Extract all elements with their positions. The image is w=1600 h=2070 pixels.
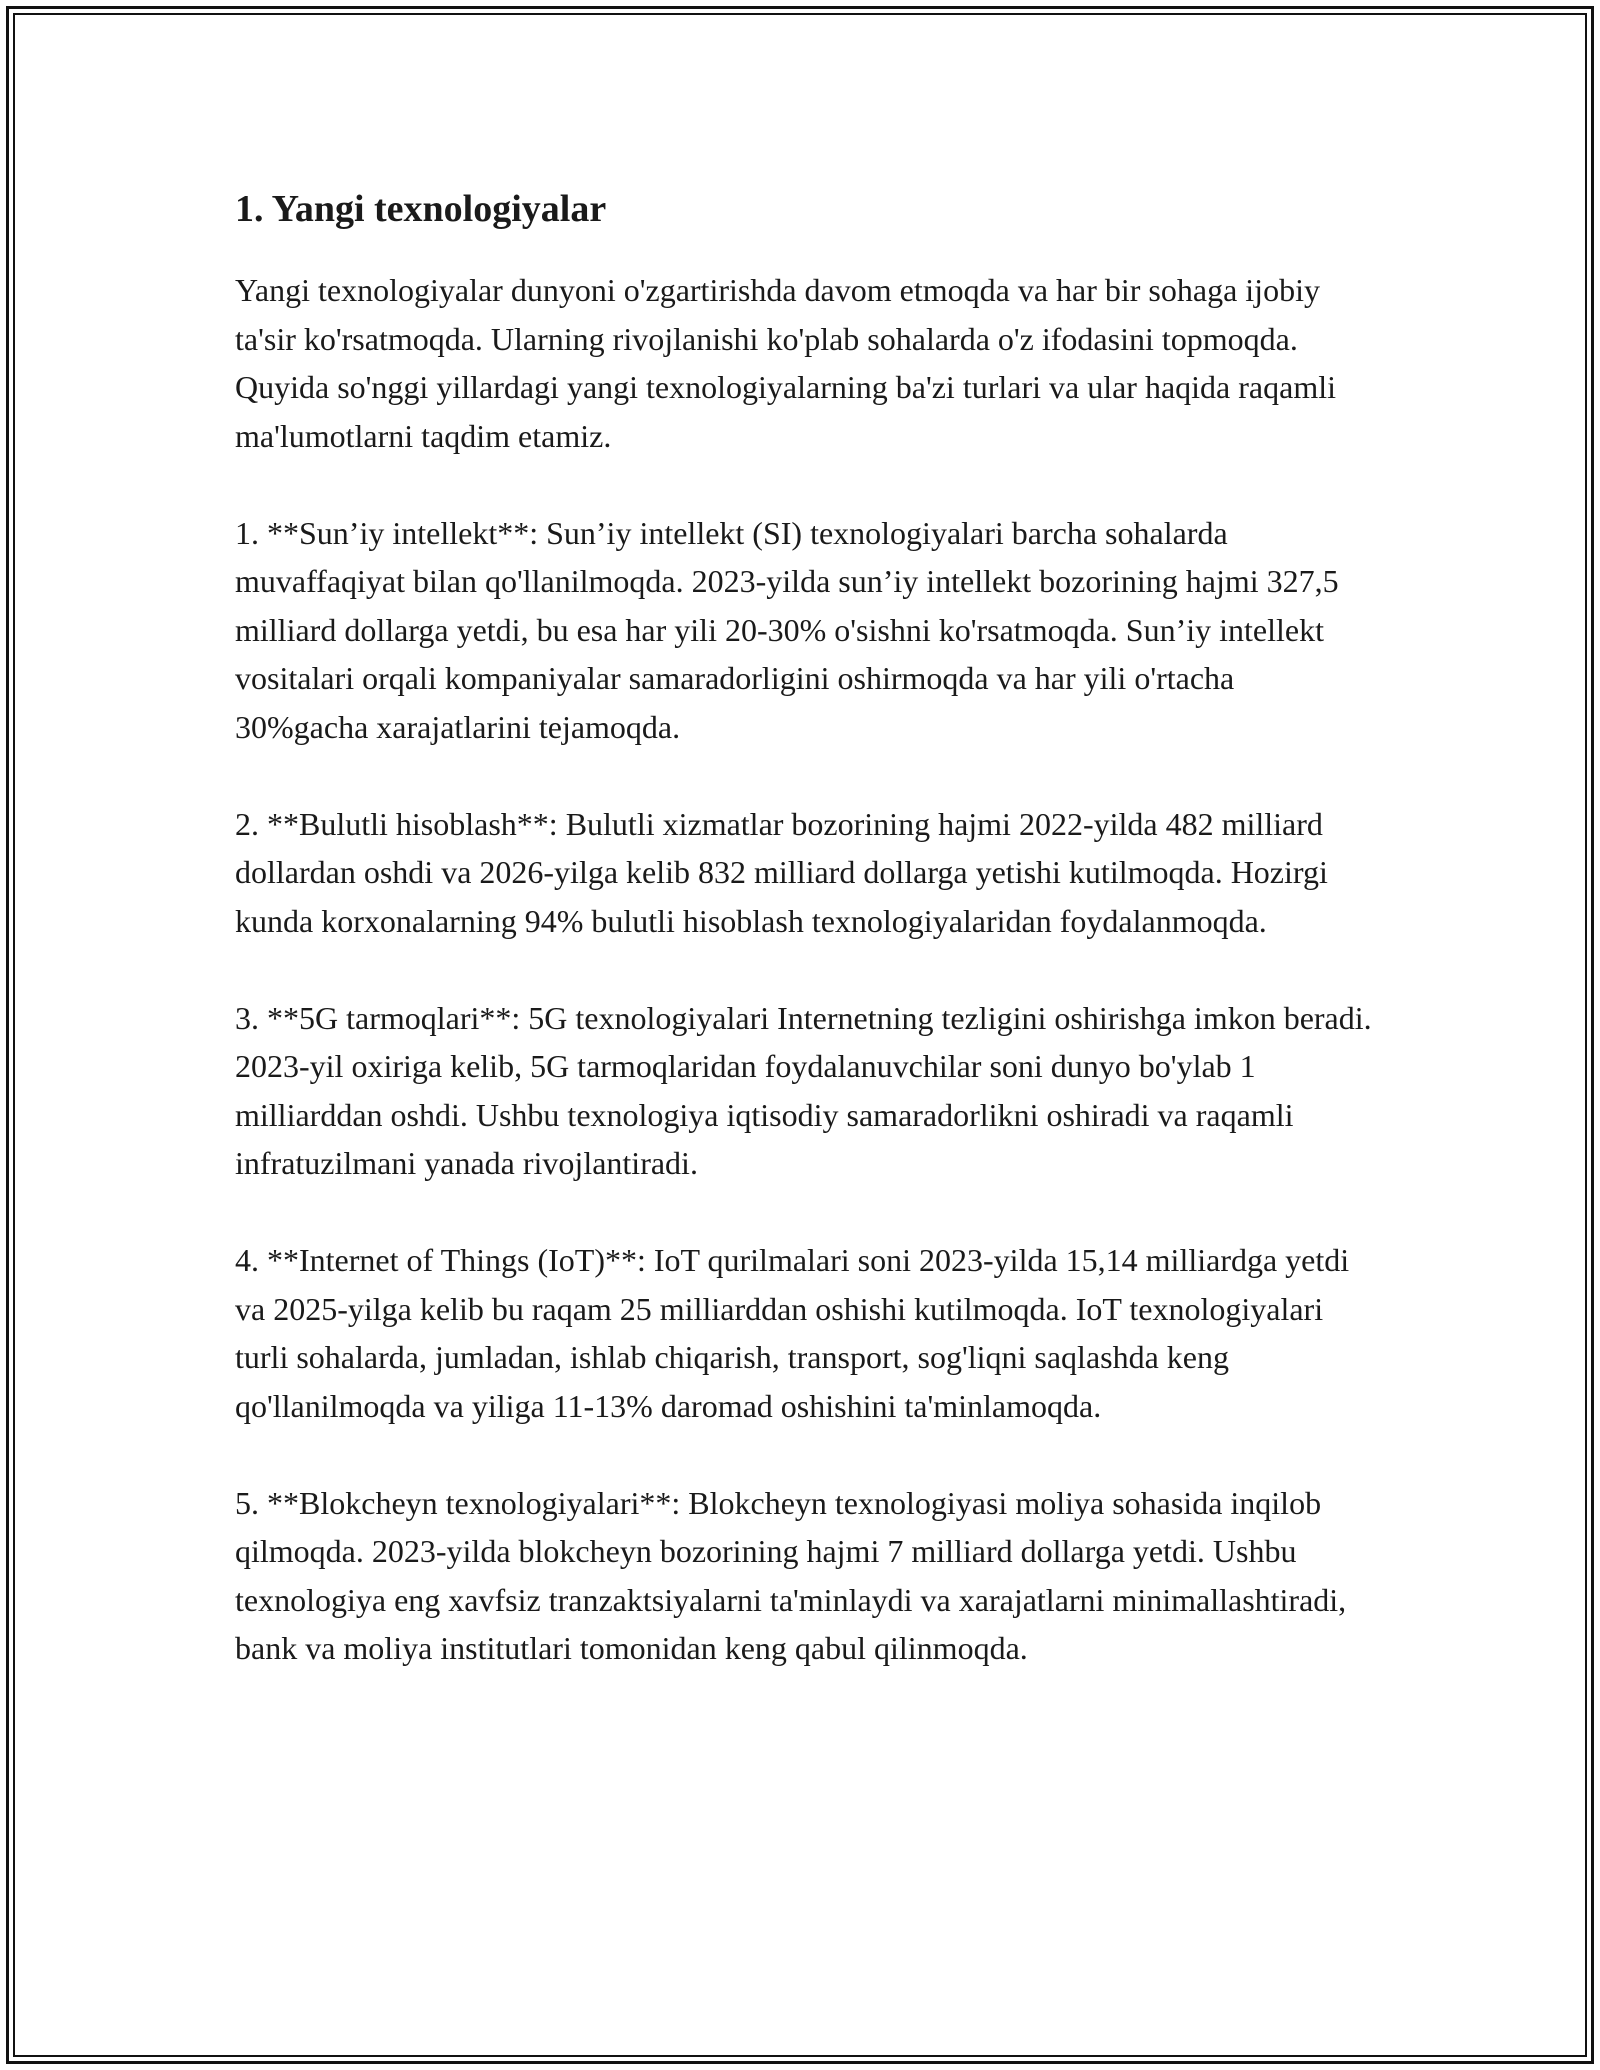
paragraph-ai: 1. **Sun’iy intellekt**: Sun’iy intellekt (SI) texnologiyalari barcha sohalarda muvaffaqiyat bilan qo'llanilmoqda. 2023-yilda sun’iy intellekt bozorining hajmi 327,5 milliard dollarga yetdi, bu esa har yili 20-30% o'sishni ko'rsatmoqda. Sun’iy intellekt vositalari orqali kompaniyalar samaradorligini oshirmoqda va har yili o'rtacha 30%gacha xarajatlarini tejamoqda. [235,514,1339,745]
paragraph-5g: 3. **5G tarmoqlari**: 5G texnologiyalari Internetning tezligini oshirishga imkon beradi. 2023-yil oxiriga kelib, 5G tarmoqlaridan foydalanuvchilar soni dunyo bo'ylab 1 milliarddan oshdi. Ushbu texnologiya iqtisodiy samaradorlikni oshiradi va raqamli infratuzilmani yanada rivojlantiradi. [235,999,1372,1182]
intro-paragraph: Yangi texnologiyalar dunyoni o'zgartirishda davom etmoqda va har bir sohaga ijobiy ta'sir ko'rsatmoqda. Ularning rivojlanishi ko'plab sohalarda o'z ifodasini topmoqda. Quyida so'nggi yillardagi yangi texnologiyalarning ba'zi turlari va ular haqida raqamli ma'lumotlarni taqdim etamiz. [235,272,1336,454]
paragraph-iot: 4. **Internet of Things (IoT)**: IoT qurilmalari soni 2023-yilda 15,14 milliardga yetdi va 2025-yilga kelib bu raqam 25 milliarddan oshishi kutilmoqda. IoT texnologiyalari turli sohalarda, jumladan, ishlab chiqarish, transport, sog'liqni saqlashda keng qo'llanilmoqda va yiliga 11-13% daromad oshishini ta'minlamoqda. [235,1242,1350,1424]
paragraph-cloud: 2. **Bulutli hisoblash**: Bulutli xizmatlar bozorining hajmi 2022-yilda 482 milliard dollardan oshdi va 2026-yilga kelib 832 milliard dollarga yetishi kutilmoqda. Hozirgi kunda korxonalarning 94% bulutli hisoblash texnologiyalaridan foydalanmoqda. [235,805,1328,939]
document-title: 1. Yangi texnologiyalar [235,188,607,230]
paragraph-blockchain: 5. **Blokcheyn texnologiyalari**: Blokcheyn texnologiyasi moliya sohasida inqilob qilmoqda. 2023-yilda blokcheyn bozorining hajmi 7 milliard dollarga yetdi. Ushbu texnologiya eng xavfsiz tranzaktsiyalarni ta'minlaydi va xarajatlarni minimallashtiradi, bank va moliya institutlari tomonidan keng qabul qilinmoqda. [235,1484,1347,1667]
document-body [235,185,1375,1721]
